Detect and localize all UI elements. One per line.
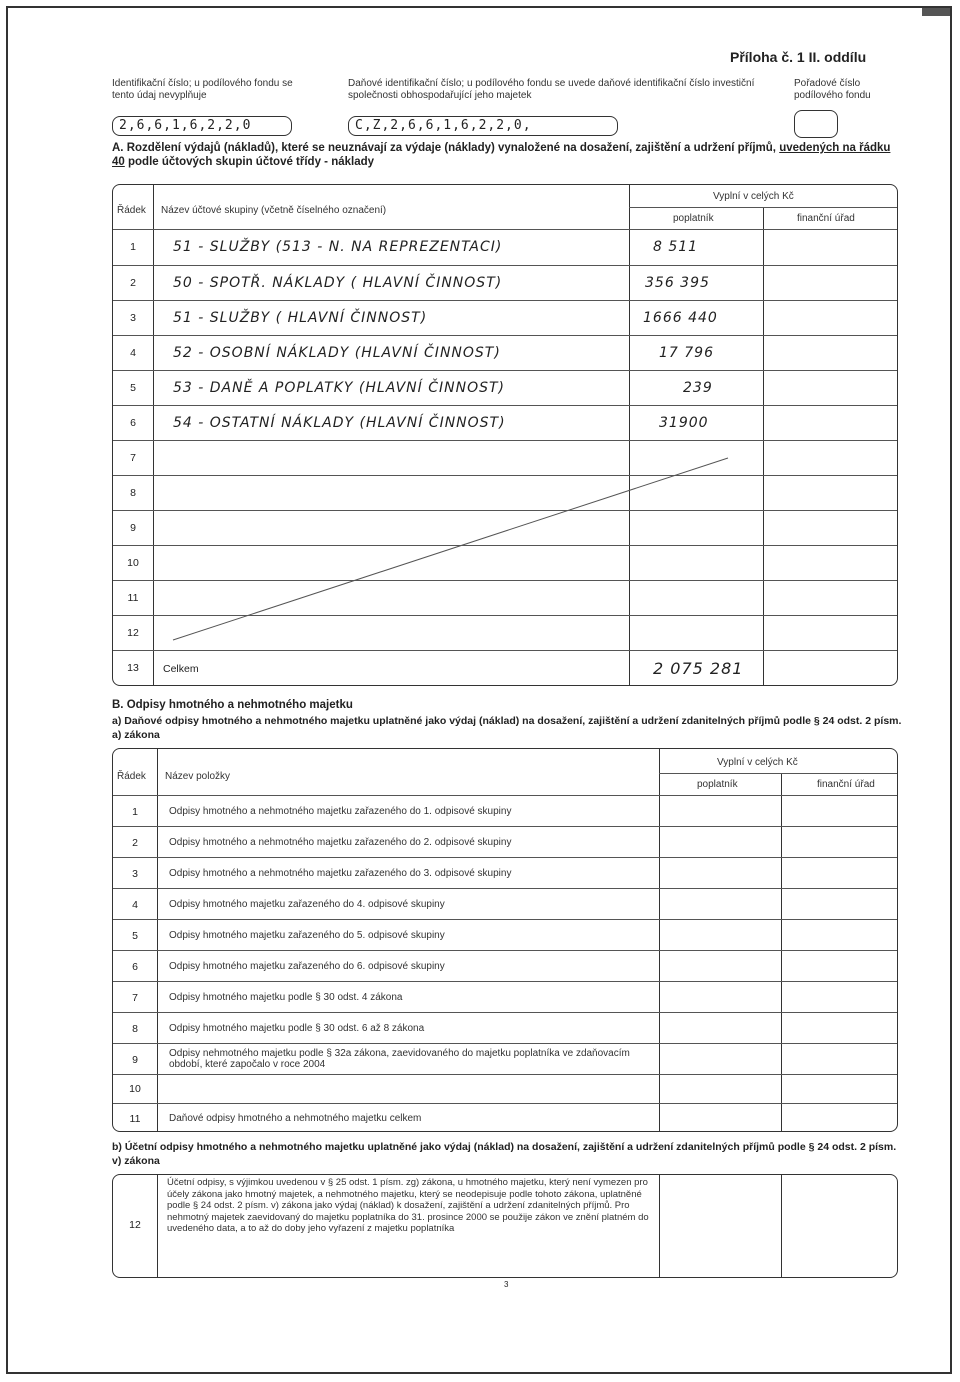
a-total-value[interactable]: 2 075 281 — [653, 659, 744, 678]
b-row-num: 1 — [132, 806, 138, 818]
col-header-row: Řádek — [117, 205, 146, 216]
b-row-name: Odpisy hmotného a nehmotného majetku zařazeného do 2. odpisové skupiny — [169, 837, 512, 848]
dic-label: Daňové identifikační číslo; u podílového fondu se uvede daňové identifikační číslo investiční společnosti obhospodařující jeho majetek — [348, 78, 755, 101]
b12-row-num: 12 — [129, 1219, 141, 1231]
a-row-value[interactable]: 17 796 — [659, 345, 714, 361]
b-col-header-row: Řádek — [117, 771, 146, 782]
b-row-name: Daňové odpisy hmotného a nehmotného majetku celkem — [169, 1113, 422, 1124]
col-header-name: Název účtové skupiny (včetně číselného označení) — [161, 205, 387, 216]
a-row-value[interactable]: 356 395 — [645, 275, 710, 291]
b-row-name: Odpisy hmotného majetku podle § 30 odst. 6 až 8 zákona — [169, 1023, 425, 1034]
b-row-num: 5 — [132, 930, 138, 942]
a-row-name: 51 - SLUŽBY ( HLAVNÍ ČINNOST) — [173, 310, 428, 326]
a-total-label: Celkem — [163, 663, 199, 675]
section-b-a-title: a) Daňové odpisy hmotného a nehmotného majetku uplatněné jako výdaj (náklad) na dosažení, zajištění a udržení zdanitelných příjmů podle § 24 odst. 2 písm. a) zákona — [112, 715, 902, 741]
b-row-num: 10 — [129, 1083, 141, 1095]
section-a-table — [112, 184, 898, 686]
a-row-num: 3 — [130, 312, 136, 324]
col-header-office: finanční úřad — [797, 213, 855, 224]
b-row-num: 9 — [132, 1054, 138, 1066]
a-row-value[interactable]: 1666 440 — [643, 310, 718, 326]
page-number: 3 — [504, 1280, 509, 1289]
a-row-num: 2 — [130, 277, 136, 289]
b-col-header-payer: poplatník — [697, 779, 738, 790]
a-row-num: 1 — [130, 241, 136, 253]
a-row-num: 6 — [130, 417, 136, 429]
b-row-name: Odpisy hmotného majetku zařazeného do 6. odpisové skupiny — [169, 961, 445, 972]
a-row-num: 9 — [130, 522, 136, 534]
attachment-title: Příloha č. 1 II. oddílu — [730, 49, 867, 65]
fund-order-field[interactable] — [794, 110, 838, 138]
a-row-num: 10 — [127, 557, 139, 569]
section-b-title: B. Odpisy hmotného a nehmotného majetku — [112, 699, 353, 711]
b-col-header-fill: Vyplní v celých Kč — [717, 757, 798, 768]
page-corner-mark — [922, 8, 950, 16]
section-b-b-title: b) Účetní odpisy hmotného a nehmotného majetku uplatněné jako výdaj (náklad) na dosažení, zajištění a udržení zdanitelných příjmů podle § 24 odst. 2 písm. v) zákona — [112, 1141, 897, 1167]
b-row-num: 11 — [129, 1113, 141, 1125]
a-row-num: 7 — [130, 452, 136, 464]
b12-row-text: Účetní odpisy, s výjimkou uvedenou v § 25 odst. 1 písm. zg) zákona, u hmotného majetku, který není vymezen pro účely zákona jako hmotný majetek, a nehmotného majetku, který se neodepisuje podle tohoto zákona, uplatněné podle § 24 odst. 2 písm. v) zákona jako výdaj (náklad) k dosažení, zajištění a udržení zdanitelných příjmů. Pro nehmotný majetek zaevidovaný do majetku poplatníka do 31. prosince 2000 se použije zákon ve znění platném do uvedeného data, a to až do doby jeho vyřazení z majetku poplatníka — [167, 1177, 649, 1234]
a-row-num: 11 — [127, 592, 139, 604]
a-row-num: 13 — [127, 662, 139, 674]
b-row-name: Odpisy hmotného majetku podle § 30 odst. 4 zákona — [169, 992, 403, 1003]
section-b-b-table — [112, 1174, 898, 1278]
a-row-num: 5 — [130, 382, 136, 394]
a-row-name: 52 - OSOBNÍ NÁKLADY (HLAVNÍ ČINNOST) — [173, 345, 501, 361]
b-row-name: Odpisy nehmotného majetku podle § 32a zákona, zaevidovaného do majetku poplatníka ve zdaňovacím období, které započalo v roce 2004 — [169, 1048, 630, 1070]
b-row-num: 3 — [132, 868, 138, 880]
b-row-num: 7 — [132, 992, 138, 1004]
b-row-name: Odpisy hmotného a nehmotného majetku zařazeného do 3. odpisové skupiny — [169, 868, 512, 879]
b-col-header-office: finanční úřad — [817, 779, 875, 790]
section-b-table — [112, 748, 898, 1132]
form-page — [6, 6, 952, 1374]
b-col-header-name: Název položky — [165, 771, 231, 782]
b-row-num: 4 — [132, 899, 138, 911]
id-field[interactable]: 2,6,6,1,6,2,2,0 — [112, 116, 292, 136]
b-row-name: Odpisy hmotného a nehmotného majetku zařazeného do 1. odpisové skupiny — [169, 806, 512, 817]
col-header-fill: Vyplní v celých Kč — [713, 191, 794, 202]
a-row-name: 50 - SPOTŘ. NÁKLADY ( HLAVNÍ ČINNOST) — [173, 275, 503, 291]
a-row-num: 8 — [130, 487, 136, 499]
dic-field[interactable]: C,Z,2,6,6,1,6,2,2,0, — [348, 116, 618, 136]
a-row-value[interactable]: 31900 — [659, 415, 709, 431]
section-a-title: A. Rozdělení výdajů (nákladů), které se neuznávají za výdaje (náklady) vynaložené na dosažení, zajištění a udržení příjmů, uvedených na řádku 40 podle účtových skupin účtové třídy - náklady — [112, 142, 891, 168]
b-row-name: Odpisy hmotného majetku zařazeného do 5. odpisové skupiny — [169, 930, 445, 941]
fund-order-label: Pořadové číslo podílového fondu — [794, 78, 871, 101]
a-row-num: 4 — [130, 347, 136, 359]
a-row-name: 54 - OSTATNÍ NÁKLADY (HLAVNÍ ČINNOST) — [173, 415, 506, 431]
a-row-value[interactable]: 8 511 — [653, 239, 699, 255]
a-row-name: 51 - SLUŽBY (513 - N. NA REPREZENTACI) — [173, 239, 503, 255]
strike-line — [153, 440, 733, 650]
b-row-num: 8 — [132, 1023, 138, 1035]
a-row-name: 53 - DANĚ A POPLATKY (HLAVNÍ ČINNOST) — [173, 380, 505, 396]
b-row-num: 6 — [132, 961, 138, 973]
id-label: Identifikační číslo; u podílového fondu se tento údaj nevyplňuje — [112, 78, 293, 101]
a-row-num: 12 — [127, 627, 139, 639]
b-row-name: Odpisy hmotného majetku zařazeného do 4. odpisové skupiny — [169, 899, 445, 910]
a-row-value[interactable]: 239 — [683, 380, 713, 396]
b-row-num: 2 — [132, 837, 138, 849]
col-header-payer: poplatník — [673, 213, 714, 224]
